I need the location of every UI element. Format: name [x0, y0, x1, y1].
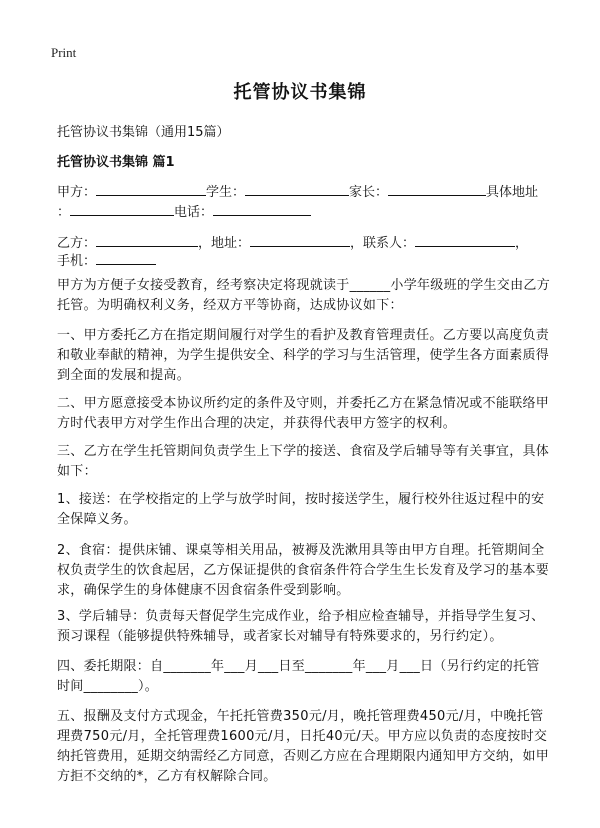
paragraph-item-2: 2、食宿：提供床铺、课桌等相关用品，被褥及洗漱用具等由甲方自理。托管期间全权负责学生的饮食起居，乙方保证提供的食宿条件符合学生生长发育及学习的基本要求，确保学生的身体健康不因食宿条件受到影响。 [57, 543, 550, 598]
party-b-label: 乙方： [57, 236, 97, 251]
party-a-name-blank[interactable] [96, 181, 206, 196]
paragraph-clause-4: 四、委托期限：自_______年___月___日至_______年___月___日（另行约定的托管时间________）。 [57, 659, 540, 694]
section-title: 托管协议书集锦 篇1 [57, 155, 175, 170]
address-label: 具体地址 [486, 185, 539, 200]
print-link[interactable]: Print [51, 45, 77, 60]
paragraph-clause-3: 三、乙方在学生托管期间负责学生上下学的接送、食宿及学后辅导等有关事宜，具体如下： [57, 444, 550, 479]
phone-label: 电话： [174, 205, 214, 220]
parent-label: 家长： [349, 185, 389, 200]
address-blank[interactable] [70, 201, 174, 216]
document-title: 托管协议书集锦 [233, 82, 367, 103]
party-b-line-2 [57, 250, 156, 272]
contact-blank[interactable] [415, 232, 515, 247]
phone-blank[interactable] [213, 201, 311, 216]
paragraph-intro: 甲方为方便子女接受教育，经考察决定将现就读于______小学年级班的学生交由乙方托管。为明确权利义务，经双方平等协商，达成协议如下： [57, 278, 551, 313]
party-a-label: 甲方： [57, 185, 97, 200]
address-colon: ： [57, 205, 71, 220]
paragraph-clause-2: 二、甲方愿意接受本协议所约定的条件及守则，并委托乙方在紧急情况或不能联络甲方时代表甲方对学生作出合理的决定，并获得代表甲方签字的权利。 [57, 396, 550, 431]
party-a-line-1 [57, 181, 538, 203]
paragraph-clause-5: 五、报酬及支付方式现金，午托托管费350元/月，晚托管理费450元/月，中晚托管理费750元/月，全托管理费1600元/月，日托40元/天。甲方应以负责的态度按时交纳托管费用，延期交纳需经乙方同意，否则乙方应在合理期限内通知甲方交纳，如甲方拒不交纳的*，乙方有权解除合同。 [57, 709, 550, 784]
party-b-name-blank[interactable] [96, 232, 198, 247]
party-b-address-blank[interactable] [250, 232, 350, 247]
contact-label: ，联系人： [350, 236, 416, 251]
document-subtitle: 托管协议书集锦（通用15篇） [57, 125, 230, 140]
parent-name-blank[interactable] [388, 181, 486, 196]
mobile-label: 手机： [57, 254, 97, 269]
student-label: 学生： [206, 185, 246, 200]
party-b-address-label: ，地址： [198, 236, 251, 251]
paragraph-item-3: 3、学后辅导：负责每天督促学生完成作业，给予相应检查辅导，并指导学生复习、预习课程（能够提供特殊辅导，或者家长对辅导有特殊要求的，另行约定）。 [57, 609, 545, 644]
paragraph-clause-1: 一、甲方委托乙方在指定期间履行对学生的看护及教育管理责任。乙方要以高度负责和敬业奉献的精神，为学生提供安全、科学的学习与生活管理，使学生各方面素质得到全面的发展和提高。 [57, 328, 550, 383]
student-name-blank[interactable] [245, 181, 349, 196]
mobile-blank[interactable] [96, 250, 156, 265]
party-a-line-2 [57, 201, 311, 223]
party-b-end-comma: ， [515, 236, 529, 251]
paragraph-item-1: 1、接送：在学校指定的上学与放学时间，按时接送学生，履行校外往返过程中的安全保障义务。 [57, 492, 545, 527]
